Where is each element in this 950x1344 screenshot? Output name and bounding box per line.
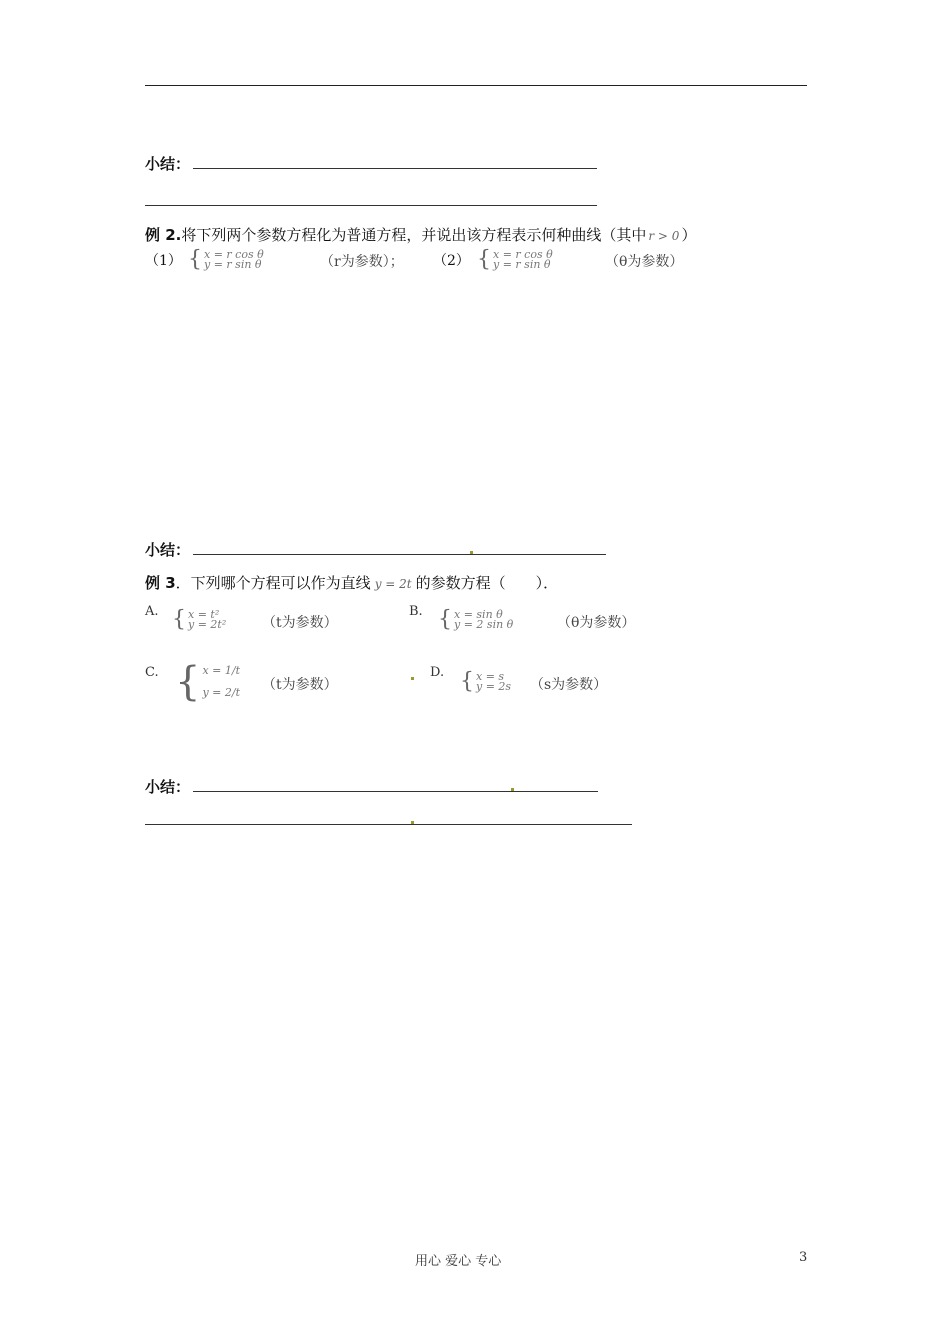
summary-blank-line	[193, 791, 598, 792]
summary-label-1: 小结：	[145, 155, 191, 173]
example-2-part-1-param: （r为参数）；	[320, 254, 404, 270]
left-brace-icon: {	[175, 659, 201, 705]
left-brace-icon: {	[477, 247, 491, 272]
example-2-system-2	[477, 249, 553, 271]
example-2-prompt	[145, 224, 696, 245]
equation-row: y = 2s	[476, 680, 512, 693]
option-b-system	[438, 609, 513, 631]
summary-blank-line	[193, 554, 606, 555]
example-2-part-2-number: （2）	[433, 253, 470, 269]
example-3-label: 例 3	[145, 574, 176, 592]
equation-row: x = r cos θ	[204, 248, 264, 261]
marker-dot	[411, 677, 414, 680]
left-brace-icon: {	[188, 247, 202, 272]
option-c-param: （t为参数）	[262, 677, 338, 693]
option-b-param: （θ为参数）	[557, 615, 636, 631]
example-2-system-1	[188, 249, 264, 271]
equation-row: x = r cos θ	[493, 248, 553, 261]
equation-row: x = s	[476, 670, 505, 683]
marker-dot	[411, 821, 414, 824]
equation-row: x = t²	[188, 608, 220, 621]
marker-dot	[511, 788, 514, 791]
equation-row: y = 2 sin θ	[454, 618, 514, 631]
example-2-part-2-param: （θ为参数）	[605, 254, 684, 270]
equation-row: y = 2/t	[202, 686, 241, 699]
equation-row: x = 1/t	[202, 664, 240, 677]
option-b-letter: B.	[409, 604, 423, 619]
example-2-label: 例 2.	[145, 226, 182, 244]
equation-row: y = r sin θ	[204, 258, 262, 271]
page-number: 3	[799, 1250, 808, 1265]
option-d-letter: D.	[430, 665, 445, 680]
footer-motto: 用心 爱心 专心	[415, 1254, 502, 1269]
example-3-text: ．下列哪个方程可以作为直线	[175, 574, 371, 592]
summary-blank-line	[193, 168, 597, 169]
summary-label-3: 小结：	[145, 778, 191, 796]
summary-blank-line	[145, 205, 597, 206]
summary-label-2: 小结：	[145, 541, 191, 559]
example-2-close: ）	[681, 226, 697, 244]
equation-row: y = 2t²	[188, 618, 227, 631]
option-a-param: （t为参数）	[262, 615, 338, 631]
left-brace-icon: {	[172, 607, 186, 632]
option-c-letter: C.	[145, 665, 159, 680]
option-d-system	[460, 671, 511, 693]
example-3-text-2: 的参数方程（ ）．	[415, 574, 559, 592]
option-a-system	[172, 609, 226, 631]
example-2-part-1-number: （1）	[145, 253, 182, 269]
example-2-condition: r > 0	[648, 229, 680, 243]
option-a-letter: A.	[145, 604, 159, 619]
left-brace-icon: {	[460, 669, 474, 694]
example-2-text: 将下列两个参数方程化为普通方程，并说出该方程表示何种曲线（其中	[181, 226, 647, 244]
marker-dot	[470, 551, 473, 554]
option-c-system	[175, 660, 240, 704]
left-brace-icon: {	[438, 607, 452, 632]
example-3-prompt	[145, 572, 558, 593]
summary-blank-line	[145, 824, 632, 825]
option-d-param: （s为参数）	[530, 677, 608, 693]
header-rule	[145, 85, 807, 86]
equation-row: x = sin θ	[454, 608, 503, 621]
example-3-equation: y = 2t	[374, 577, 412, 591]
equation-row: y = r sin θ	[493, 258, 551, 271]
